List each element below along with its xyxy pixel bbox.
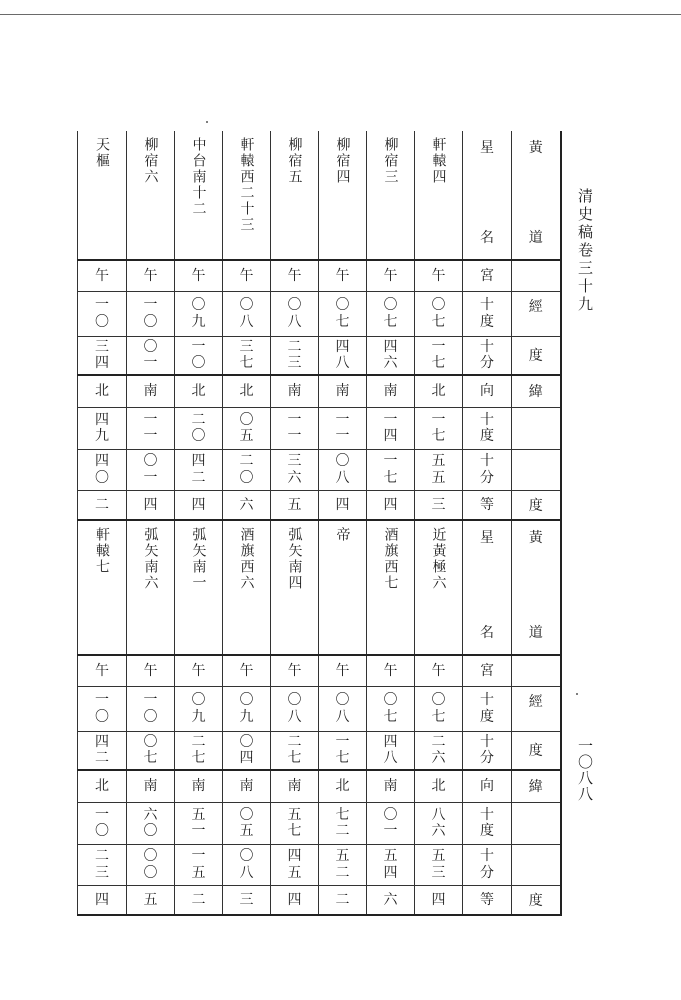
star-mag-value: 四 [191,496,206,513]
star-name: 柳宿六 [142,137,159,185]
star-lmin-value: 三 六 [287,453,302,486]
header-min: 十 分 [480,339,494,372]
star-palace-value: 午 [239,267,254,284]
label-lat_a: 緯 [528,384,543,401]
header-lat_min: 十 分 [480,453,494,486]
header-mag: 等 [480,891,494,908]
star-min-value: 四 六 [383,339,398,372]
star-name: 酒旗西七 [382,527,399,591]
star-dir-value: 南 [239,778,254,795]
star-palace-value: 午 [143,662,158,679]
star-name: 弧矢南六 [142,527,159,591]
star-ldeg-value: 五 一 [191,806,206,839]
header-star-1: 星 [480,140,494,156]
star-min-value: 二 七 [287,734,302,767]
star-lmin-value: 四 五 [287,848,302,881]
star-lmin-value: 〇 八 [239,848,254,881]
star-ldeg-value: 一 一 [335,411,350,444]
star-name: 帝 [334,527,351,543]
star-name: 近黃極六 [430,527,447,591]
star-min-value: 四 八 [383,734,398,767]
label-lat_b: 度 [528,497,543,514]
label-ecl_lon_d: 度 [528,348,543,365]
star-mag-value: 四 [143,496,158,513]
header-mag: 等 [480,496,494,513]
header-palace: 宮 [480,662,494,679]
star-min-value: 二 六 [431,734,446,767]
star-lmin-value: 〇 八 [335,453,350,486]
star-deg-value: 〇 七 [383,297,398,330]
star-min-value: 二 三 [287,339,302,372]
star-lmin-value: 五 二 [335,848,350,881]
star-dir-value: 南 [383,778,398,795]
star-mag-value: 四 [287,891,302,908]
star-deg-value: 一 〇 [95,692,109,725]
star-dir-value: 北 [95,778,109,795]
star-mag-value: 二 [95,496,109,513]
star-deg-value: 〇 九 [239,692,254,725]
star-min-value: 三 七 [239,339,254,372]
star-mag-value: 四 [383,496,398,513]
star-deg-value: 一 〇 [95,297,109,330]
star-min-value: 四 二 [95,734,109,767]
running-title: 清史稿卷三十九 [576,188,594,314]
star-name: 天樞 [94,137,110,169]
star-dir-value: 南 [335,383,350,400]
star-ldeg-value: 一 一 [143,411,158,444]
star-min-value: 〇 四 [239,734,254,767]
star-name: 中台南十二 [190,137,207,217]
header-lat_deg: 十 度 [480,806,494,839]
star-name: 柳宿三 [382,137,399,185]
star-palace-value: 午 [383,267,398,284]
header-lat_deg: 十 度 [480,411,494,444]
star-ldeg-value: 一 四 [383,411,398,444]
header-palace: 宮 [480,267,494,284]
label-lat_b: 度 [528,892,543,909]
star-deg-value: 〇 八 [239,297,254,330]
star-ldeg-value: 二 〇 [191,411,206,444]
star-dir-value: 南 [143,383,158,400]
star-ldeg-value: 一 一 [287,411,302,444]
star-name: 酒旗西六 [238,527,255,591]
header-direction: 向 [480,383,494,400]
star-name: 弧矢南四 [286,527,303,591]
star-ldeg-value: 〇 五 [239,411,254,444]
star-lmin-value: 二 三 [95,848,109,881]
star-lmin-value: 一 七 [383,453,398,486]
star-mag-value: 二 [191,891,206,908]
star-mag-value: 五 [287,496,302,513]
star-name: 柳宿五 [286,137,303,185]
star-deg-value: 〇 八 [335,692,350,725]
star-palace-value: 午 [335,267,350,284]
star-palace-value: 午 [239,662,254,679]
star-ldeg-value: 〇 一 [383,806,398,839]
star-lmin-value: 五 五 [431,453,446,486]
star-min-value: 三 四 [95,339,109,372]
star-deg-value: 一 〇 [143,297,158,330]
star-palace-value: 午 [191,662,206,679]
star-mag-value: 四 [431,891,446,908]
star-lmin-value: 五 四 [383,848,398,881]
star-dir-value: 南 [287,383,302,400]
label-dao: 道 [528,625,543,641]
star-mag-value: 六 [383,891,398,908]
star-ldeg-value: 五 七 [287,806,302,839]
star-mag-value: 四 [335,496,350,513]
star-name: 柳宿四 [334,137,351,185]
star-palace-value: 午 [95,662,109,679]
header-deg: 十 度 [480,297,494,330]
label-huang: 黃 [528,140,543,156]
star-palace-value: 午 [431,662,446,679]
star-deg-value: 一 〇 [143,692,158,725]
star-dir-value: 南 [287,778,302,795]
star-name: 軒轅七 [94,527,110,575]
star-mag-value: 四 [95,891,109,908]
star-palace-value: 午 [335,662,350,679]
star-deg-value: 〇 八 [287,297,302,330]
star-lmin-value: 二 〇 [239,453,254,486]
star-deg-value: 〇 七 [431,297,446,330]
star-ldeg-value: 六 〇 [143,806,158,839]
scan-top-edge [0,0,681,15]
star-dir-value: 北 [239,383,254,400]
star-palace-value: 午 [287,267,302,284]
header-star-2: 名 [480,625,494,641]
star-min-value: 〇 七 [143,734,158,767]
star-palace-value: 午 [383,662,398,679]
header-star-2: 名 [480,230,494,246]
star-catalog-table [77,131,562,916]
label-dao: 道 [528,230,543,246]
star-deg-value: 〇 九 [191,297,206,330]
star-lmin-value: 〇 〇 [143,848,158,881]
star-palace-value: 午 [287,662,302,679]
ink-speck [576,693,578,695]
star-lmin-value: 四 二 [191,453,206,486]
star-min-value: 一 七 [335,734,350,767]
star-min-value: 二 七 [191,734,206,767]
header-direction: 向 [480,778,494,795]
star-ldeg-value: 四 九 [95,411,109,444]
star-mag-value: 二 [335,891,350,908]
star-deg-value: 〇 七 [335,297,350,330]
label-ecl_lon_d: 度 [528,743,543,760]
star-deg-value: 〇 七 [383,692,398,725]
star-name: 弧矢南一 [190,527,207,591]
star-name: 軒轅四 [430,137,447,185]
star-palace-value: 午 [191,267,206,284]
star-dir-value: 北 [191,383,206,400]
ink-speck [206,121,208,123]
star-mag-value: 三 [239,891,254,908]
star-dir-value: 南 [383,383,398,400]
star-ldeg-value: 一 〇 [95,806,109,839]
star-palace-value: 午 [143,267,158,284]
star-min-value: 四 八 [335,339,350,372]
star-deg-value: 〇 八 [287,692,302,725]
star-lmin-value: 五 三 [431,848,446,881]
star-ldeg-value: 〇 五 [239,806,254,839]
star-min-value: 一 七 [431,339,446,372]
star-min-value: 一 〇 [191,339,206,372]
header-star-1: 星 [480,530,494,546]
star-deg-value: 〇 九 [191,692,206,725]
label-lat_a: 緯 [528,779,543,796]
header-lat_min: 十 分 [480,848,494,881]
page-number: 一〇八八 [576,738,594,802]
star-ldeg-value: 七 二 [335,806,350,839]
star-ldeg-value: 八 六 [431,806,446,839]
label-huang: 黃 [528,530,543,546]
star-dir-value: 南 [191,778,206,795]
star-dir-value: 南 [143,778,158,795]
star-ldeg-value: 一 七 [431,411,446,444]
header-deg: 十 度 [480,692,494,725]
star-lmin-value: 〇 一 [143,453,158,486]
star-dir-value: 北 [95,383,109,400]
star-mag-value: 三 [431,496,446,513]
star-mag-value: 五 [143,891,158,908]
star-deg-value: 〇 七 [431,692,446,725]
label-ecl_lon_c: 經 [528,298,543,315]
star-mag-value: 六 [239,496,254,513]
star-lmin-value: 一 五 [191,848,206,881]
star-dir-value: 北 [431,778,446,795]
label-ecl_lon_c: 經 [528,693,543,710]
header-min: 十 分 [480,734,494,767]
star-lmin-value: 四 〇 [95,453,109,486]
star-palace-value: 午 [431,267,446,284]
star-name: 軒轅西二十三 [238,137,255,233]
star-palace-value: 午 [95,267,109,284]
star-dir-value: 北 [335,778,350,795]
star-dir-value: 北 [431,383,446,400]
star-min-value: 〇 一 [143,339,158,372]
